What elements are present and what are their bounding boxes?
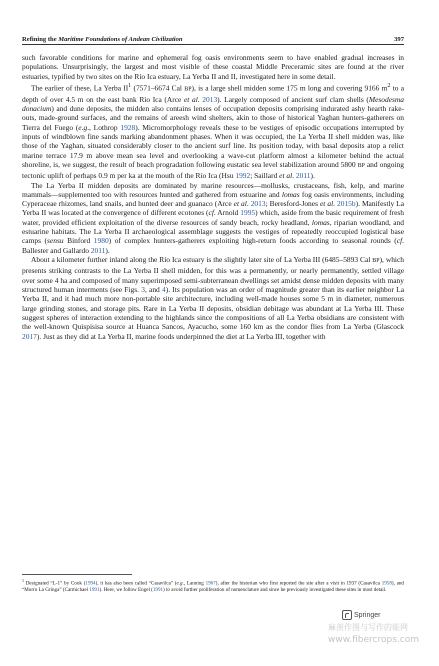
running-title-italic: Maritime Foundations of Andean Civilization bbox=[58, 36, 183, 43]
citation-link[interactable]: 2017 bbox=[22, 331, 37, 341]
paragraph-3: The La Yerba II midden deposits are dominated by marine resources—mollusks, crustaceans, fish, kelp, and marine mammals—supplemented too with resources hunted and gathered from estuarine and lomas fog oasis environments, including Cyperaceae rhizomes, land snails, and hunted deer and guanaco (Arce et al. 2013; Beresford-Jones et al. 2015b). Manifestly La Yerba II was located at the convergence of different ecotones (cf. Arnold 1995) which, aside from the basic requirement of fresh water, provided efficient exploitation of the diverse resources of sandy beach, rocky headland, lomas, riparian woodland, and estuarine habitats. The La Yerba II archaeological assemblage suggests the vestiges of repeatedly reoccupied logistical base camps (sensu Binford 1980) of complex hunters-gatherers exploiting high-return foods according to seasonal rounds (cf. Ballester and Gallardo 2011). bbox=[22, 180, 405, 255]
header-rule bbox=[22, 44, 404, 45]
publisher-name: Springer bbox=[354, 611, 381, 619]
body-text bbox=[22, 53, 404, 341]
citation-link[interactable]: 1958 bbox=[381, 580, 392, 587]
citation-link[interactable]: 1995 bbox=[240, 208, 256, 218]
paragraph-4: About a kilometer further inland along the Río Ica estuary is the slightly later site of La Yerba III (6485–5893 Cal BP), which presents striking contrasts to the La Yerba II shell midden, for this was a permanently, or nearly permanently, settled village over some 4 ha and composed of many superimposed semi-subterranean dwellings set amidst dense midden deposits with many structured human interments (see Figs. 3, and 4). Its population was an order of magnitude greater than its earlier neighbor La Yerba II, and it had much more non-portable site architecture, including well-made houses some 5 m in diameter, numerous large grinding stones, and storage pits. Rare in La Yerba II deposits, obsidian debitage was abundant at La Yerba III. These suggest spheres of interaction extending to the highlands since the compositions of all La Yerba obsidians are consistent with the well-known Quispisisa source at Huanca Sancos, Ayacucho, some 160 km as the condor flies from La Yerba (Glascock 2017). Just as they did at La Yerba II, marine foods underpinned the diet at La Yerba III, together with bbox=[22, 255, 405, 341]
citation-link[interactable]: 1980 bbox=[93, 236, 109, 246]
citation-link[interactable]: 1991 bbox=[152, 587, 164, 594]
citation-link[interactable]: 3 bbox=[141, 284, 145, 294]
citation-link[interactable]: 1967 bbox=[205, 580, 216, 587]
running-title bbox=[22, 36, 183, 43]
citation-link[interactable]: 1991 bbox=[89, 587, 100, 594]
watermark-url: www.fibercrops.com bbox=[328, 635, 419, 645]
running-head bbox=[22, 31, 404, 43]
citation-link[interactable]: 2015b bbox=[337, 199, 356, 209]
publisher-mark bbox=[342, 610, 380, 620]
citation-link[interactable]: 1992 bbox=[235, 171, 251, 181]
page-number: 397 bbox=[394, 36, 404, 43]
paragraph-1: such favorable conditions for marine and ephemeral fog oasis environments seem to have enabled gradual increases in populations. Unsurprisingly, the largest and most visible of these coastal Middle Preceramic sites are found at the river estuaries, typified by two sites on the Río Ica estuary, La Yerba II and II, investigated here in some detail. bbox=[22, 53, 404, 81]
footnote-rule bbox=[22, 574, 132, 575]
citation-link[interactable]: 1928 bbox=[120, 122, 136, 132]
citation-link[interactable]: 2011 bbox=[90, 245, 106, 255]
watermark bbox=[328, 622, 438, 646]
citation-link[interactable]: 2011 bbox=[295, 171, 311, 181]
paragraph-2: The earlier of these, La Yerba $II^1$ (7571–6674 Cal BP), is a large shell midden some 175 m long and covering 9166 $m^2$ to a depth of over 4.5 m on the east bank Río Ica (Arce et al. 2013). Largely composed of ancient surf clam shells (Mesodesma donacium) and dune deposits, the midden also contains lenses of occupation deposits comprising indurated ashy hearth rake-outs, made-ground surfaces, and the remains of areesh wind shelters, akin to those of historical Yaghan hunters-gatherers on Tierra del Fuego (e.g., Lothrop 1928). Micromorphology reveals these to be vestiges of episodic occupations interrupted by inputs of windblown fine sands marking abandonment phases. When it was occupied, the La Yerba II shell midden was, like those of the Yaghan, situated considerably closer to the ancient surf line. Its position today, with basal deposits atop a relict marine terrace 17.9 m above mean sea level and overlooking a wave-cut platform almost a kilometer behind the actual shoreline, is, we suggest, the result of beach progradation following eustatic sea level stabilization around 5800 BP and ongoing tectonic uplift of perhaps 0.9 m per ka at the mouth of the Río Ica (Hsu 1992; Saillard et al. 2011). bbox=[22, 81, 405, 181]
watermark-line1: 麻羡作图与写作的能网 bbox=[328, 623, 408, 632]
springer-horse-icon bbox=[342, 610, 352, 620]
running-title-prefix: Refining the bbox=[22, 36, 59, 43]
citation-link[interactable]: 2013 bbox=[202, 94, 218, 104]
footnote-1: $^1$ Designated “L-1” by Cook (1994), it has also been called “Casavilca” (e.g., Lanning 1967), after the historian who first reported the site after a visit in 1937 (Casavilca 1958), and “Morro La Gringa” (Carmichael 1991). Here, we follow Engel (1991) to avoid further proliferation of nomenclature and since he previously investigated these sites in most detail. bbox=[22, 578, 404, 594]
citation-link[interactable]: 4 bbox=[162, 284, 166, 294]
citation-link[interactable]: 2013 bbox=[250, 199, 266, 209]
citation-link[interactable]: 1994 bbox=[85, 580, 96, 587]
